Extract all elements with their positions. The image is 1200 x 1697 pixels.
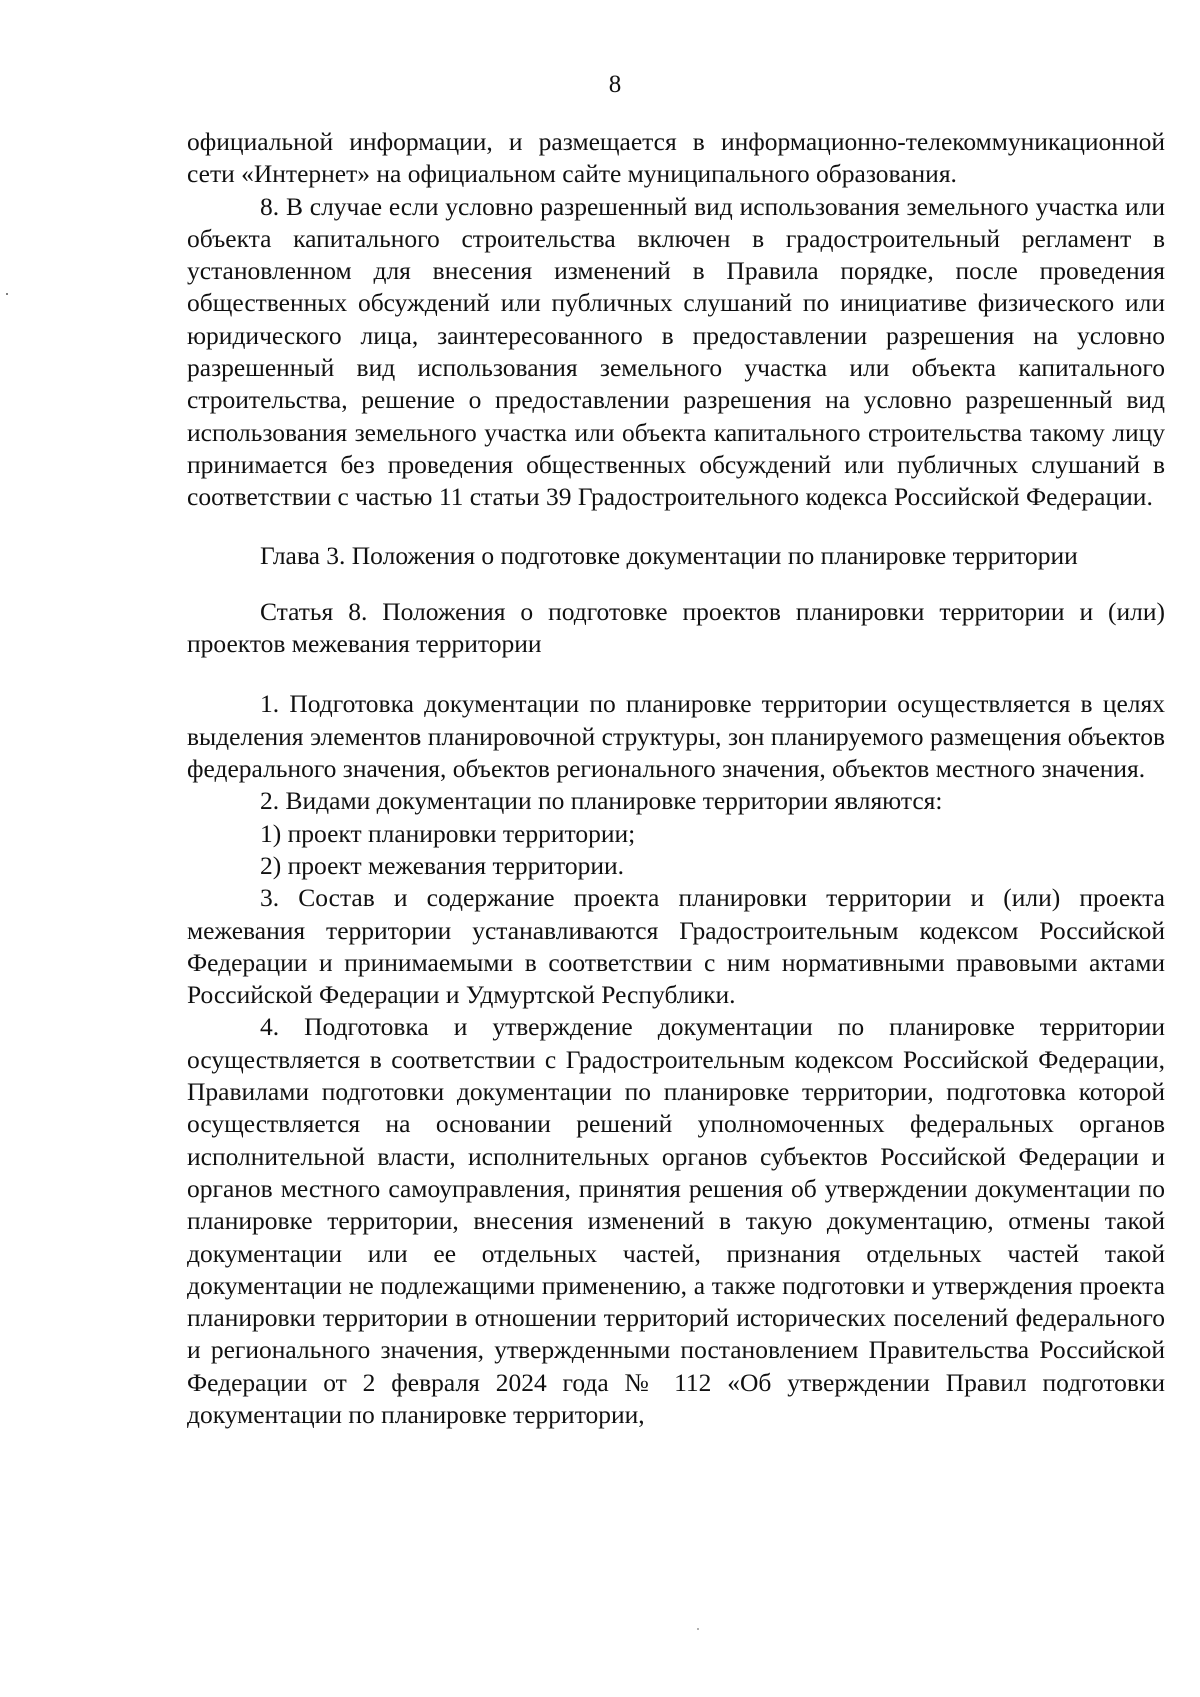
paragraph-item-1: 1. Подготовка документации по планировке территории осуществляется в целях выделения элементов планировочной структуры, зон планируемого размещения объектов федерального значения, объектов регионального значения, объектов местного значения. [187,689,1165,784]
paragraph-continuation: официальной информации, и размещается в информационно-телекоммуникационной сети «Интернет» на официальном сайте муниципального образования. [187,127,1165,189]
paragraph-item-2: 2. Видами документации по планировке территории являются: [260,786,943,816]
page-number: 8 [608,71,622,98]
scan-speck [6,293,8,295]
chapter-heading: Глава 3. Положения о подготовке документации по планировке территории [260,540,1078,570]
paragraph-item-8: 8. В случае если условно разрешенный вид использования земельного участка или объекта капитального строительства включен в градостроительный регламент в установленном для внесения изменений в Правила порядке, после проведения общественных обсуждений или публичных слушаний по инициативе физического или юридического лица, заинтересованного в предоставлении разрешения на условно разрешенный вид использования земельного участка или объекта капитального строительства, решение о предоставлении разрешения на условно разрешенный вид использования земельного участка или объекта капитального строительства такому лицу принимается без проведения общественных обсуждений или публичных слушаний в соответствии с частью 11 статьи 39 Градостроительного кодекса Российской Федерации. [187,191,1165,512]
paragraph-item-3: 3. Состав и содержание проекта планировки территории и (или) проекта межевания территории устанавливаются Градостроительным кодексом Российской Федерации и принимаемыми в соответствии с ним нормативными правовыми актами Российской Федерации и Удмуртской Республики. [187,883,1165,1010]
document-body [187,126,1165,1431]
paragraph-item-4: 4. Подготовка и утверждение документации по планировке территории осуществляется в соответствии с Градостроительным кодексом Российской Федерации, Правилами подготовки документации по планировке территории, подготовка которой осуществляется на основании решений уполномоченных федеральных органов исполнительной власти, исполнительных органов субъектов Российской Федерации и органов местного самоуправления, принятия решения об утверждении документации по планировке территории, внесения изменений в такую документацию, отмены такой документации или ее отдельных частей, признания отдельных частей такой документации не подлежащими применению, а также подготовки и утверждения проекта планировки территории в отношении территорий исторических поселений федерального и регионального значения, утвержденными постановлением Правительства Российской Федерации от 2 февраля 2024 года № 112 «Об утверждении Правил подготовки документации по планировке территории, [187,1012,1165,1429]
list-item-2: 2) проект межевания территории. [260,850,625,880]
list-item-1: 1) проект планировки территории; [260,818,636,848]
scan-speck [697,1628,699,1630]
article-heading: Статья 8. Положения о подготовке проектов планировки территории и (или) проектов межевания территории [187,596,1165,659]
